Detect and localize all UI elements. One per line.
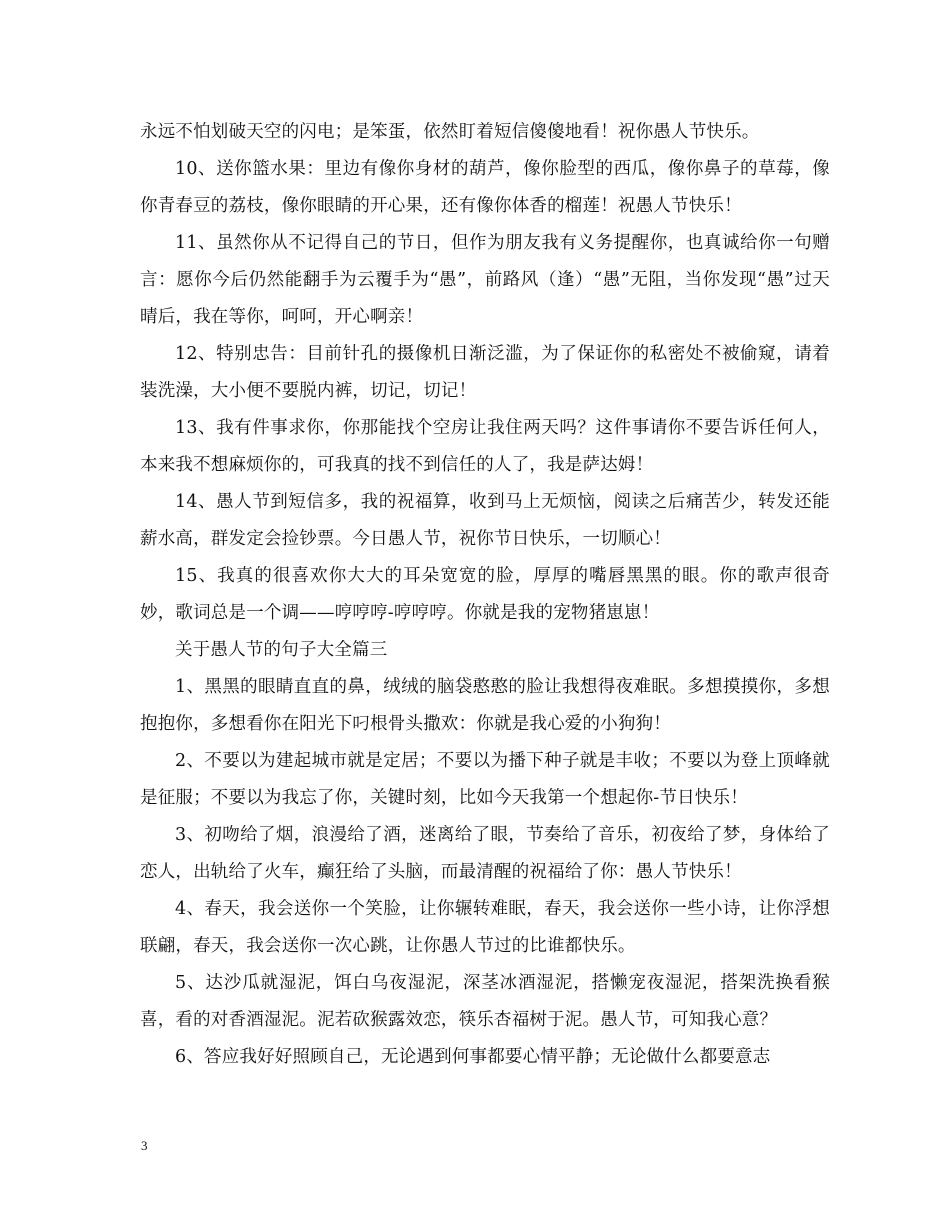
paragraph: 6、答应我好好照顾自己，无论遇到何事都要心情平静；无论做什么都要意志 (175, 1047, 771, 1067)
section-heading: 关于愚人节的句子大全篇三 (175, 640, 388, 660)
paragraph: 13、我有件事求你，你那能找个空房让我住两天吗？这件事请你不要告诉任何人，本来我不想麻烦你的，可我真的找不到信任的人了，我是萨达姆！ (140, 418, 830, 475)
paragraph: 4、春天，我会送你一个笑脸，让你辗转难眠，春天，我会送你一些小诗，让你浮想联翩，春天，我会送你一次心跳，让你愚人节过的比谁都快乐。 (140, 899, 830, 956)
paragraph: 永远不怕划破天空的闪电；是笨蛋，依然盯着短信傻傻地看！祝你愚人节快乐。 (140, 122, 760, 142)
paragraph: 1、黑黑的眼睛直直的鼻，绒绒的脑袋憨憨的脸让我想得夜难眠。多想摸摸你，多想抱抱你，多想看你在阳光下叼根骨头撒欢：你就是我心爱的小狗狗！ (140, 677, 830, 734)
page-number: 3 (141, 1138, 148, 1153)
paragraph: 15、我真的很喜欢你大大的耳朵宽宽的脸，厚厚的嘴唇黑黑的眼。你的歌声很奇妙，歌词总是一个调——哼哼哼-哼哼哼。你就是我的宠物猪崽崽！ (140, 566, 830, 623)
paragraph: 5、达沙瓜就湿泥，饵白乌夜湿泥，深茎冰酒湿泥，搭懒宠夜湿泥，搭架洗换看猴喜，看的对香酒湿泥。泥若砍猴露效恋，筷乐杏福树于泥。愚人节，可知我心意？ (140, 973, 830, 1030)
document-body (140, 114, 830, 1076)
paragraph: 14、愚人节到短信多，我的祝福算，收到马上无烦恼，阅读之后痛苦少，转发还能薪水高，群发定会捡钞票。今日愚人节，祝你节日快乐，一切顺心！ (140, 492, 830, 549)
paragraph: 10、送你篮水果：里边有像你身材的葫芦，像你脸型的西瓜，像你鼻子的草莓，像你青春豆的荔枝，像你眼睛的开心果，还有像你体香的榴莲！祝愚人节快乐！ (140, 159, 830, 216)
paragraph: 3、初吻给了烟，浪漫给了酒，迷离给了眼，节奏给了音乐，初夜给了梦，身体给了恋人，出轨给了火车，癫狂给了头脑，而最清醒的祝福给了你：愚人节快乐！ (140, 825, 830, 882)
paragraph: 11、虽然你从不记得自己的节日，但作为朋友我有义务提醒你，也真诚给你一句赠言：愿你今后仍然能翻手为云覆手为“愚”，前路风（逢）“愚”无阻，当你发现“愚”过天晴后，我在等你，呵呵，开心啊亲！ (140, 233, 830, 327)
paragraph: 12、特别忠告：目前针孔的摄像机日渐泛滥，为了保证你的私密处不被偷窥，请着装洗澡，大小便不要脱内裤，切记，切记！ (140, 344, 830, 401)
paragraph: 2、不要以为建起城市就是定居；不要以为播下种子就是丰收；不要以为登上顶峰就是征服；不要以为我忘了你，关键时刻，比如今天我第一个想起你-节日快乐！ (140, 751, 830, 808)
